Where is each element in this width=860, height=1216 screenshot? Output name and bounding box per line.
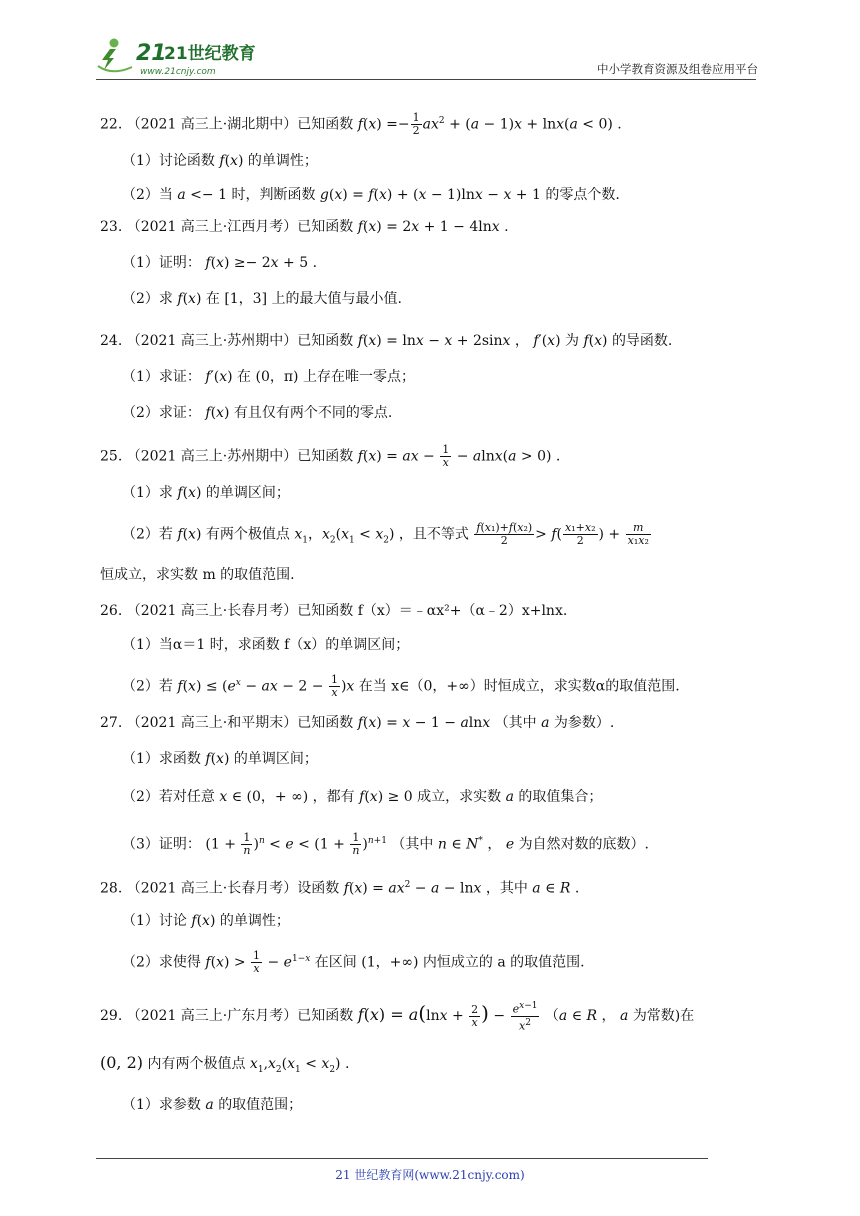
runner-icon xyxy=(98,39,132,72)
problem-24-part-1: （1）求证： f′(x) 在 (0，π) 上存在唯一零点； xyxy=(122,369,415,385)
problem-22-part-1: （1）讨论函数 f(x) 的单调性； xyxy=(122,153,318,169)
problem-27-part-2: （2）若对任意 x ∈ (0，+ ∞) ，都有 f(x) ≥ 0 成立，求实数 a 的取值集合； xyxy=(122,789,603,805)
problem-28-stem: 28. （2021 高三上·长春月考）设函数 $f(x) = ax^2 - a - \ln x$ ，其中 a ∈ R . xyxy=(100,880,580,897)
problem-26-stem: 26. （2021 高三上·长春月考）已知函数 f（x）＝﹣αx²+（α﹣2）x+lnx. xyxy=(100,603,568,619)
problem-23-part-2: （2）求 f(x) 在 [1，3] 上的最大值与最小值. xyxy=(122,291,402,307)
problem-22-part-2: （2）当 a <− 1 时，判断函数 g(x) = f(x) + (x − 1)lnx − x + 1 的零点个数. xyxy=(122,187,620,203)
problem-25-part-2-cont: 恒成立，求实数 m 的取值范围. xyxy=(100,567,295,583)
problem-25-part-2: （2）若 f(x) 有两个极值点 $x_1$，$x_2(x_1 < x_2)$ ，且不等式 $\frac{\text{f(x₁)+f(x₂)}}{2}$ > f( $\frac{\text{x₁+x₂}}{2}$ ) + $\frac{m}{\text{x₁x₂}}$ xyxy=(122,521,649,547)
footer-rule xyxy=(96,1158,708,1159)
svg-text:21世纪教育: 21世纪教育 xyxy=(164,44,256,64)
problem-29-stem: 29. （2021 高三上·广东月考）已知函数 f(x) = a(lnx + $\frac{2}{x}$ ) − $\frac{e^{x-1}}{x^2}$ （a ∈ R ， a 为常数)在 xyxy=(100,1001,695,1033)
problem-28-part-1: （1）讨论 f(x) 的单调性； xyxy=(122,913,290,929)
problem-23-stem: 23. （2021 高三上·江西月考）已知函数 f(x) = 2x + 1 − 4lnx . xyxy=(100,219,509,235)
header-rule xyxy=(96,79,756,80)
footer-site-link[interactable]: 21 世纪教育网(www.21cnjy.com) xyxy=(335,1168,525,1182)
problem-24-part-2: （2）求证： f(x) 有且仅有两个不同的零点. xyxy=(122,405,393,421)
svg-text:www.21cnjy.com: www.21cnjy.com xyxy=(140,67,216,77)
problem-27-part-1: （1）求函数 f(x) 的单调区间； xyxy=(122,751,318,767)
problem-26-part-1: （1）当α＝1 时，求函数 f（x）的单调区间； xyxy=(122,637,410,653)
problem-28-part-2: （2）求使得 f(x) > $\frac{1}{x}$ − $e^{1-x}$ 在区间 (1，+∞) 内恒成立的 a 的取值范围. xyxy=(122,949,585,976)
problem-22-stem: 22. （2021 高三上·湖北期中）已知函数 f(x) =− $\frac{1}{2}$ $ax^2 + (a - 1)x + \ln x(a < 0)$ . xyxy=(100,111,622,138)
problem-29-stem-cont: (0, 2) 内有两个极值点 $x_1,x_2(x_1 < x_2)$ . xyxy=(100,1053,350,1075)
problem-27-stem: 27. （2021 高三上·和平期末）已知函数 f(x) = x − 1 − alnx （其中 a 为参数）. xyxy=(100,715,615,731)
problem-29-part-1: （1）求参数 a 的取值范围； xyxy=(122,1097,303,1113)
svg-text:21: 21 xyxy=(136,41,167,66)
site-logo xyxy=(92,36,262,78)
problem-23-part-1: （1）证明： f(x) ≥− 2x + 5 . xyxy=(122,255,318,271)
problem-25-part-1: （1）求 f(x) 的单调区间； xyxy=(122,485,290,501)
problem-24-stem: 24. （2021 高三上·苏州期中）已知函数 f(x) = lnx − x + 2sinx ， f′(x) 为 f(x) 的导函数. xyxy=(100,333,673,349)
problem-27-part-3: （3）证明： (1 + $\frac{1}{n}$ )$^n$ < e < (1 + $\frac{1}{n}$ )$^{n+1}$ （其中 n ∈ N* ， e 为自然对数的底数）. xyxy=(122,831,650,858)
problem-26-part-2: （2）若 $f(x) \le (e^x$ − ax − 2 − $\frac{1}{x}$ )x 在当 x∈（0，+∞）时恒成立，求实数α的取值范围. xyxy=(122,673,680,700)
problem-25-stem: 25. （2021 高三上·苏州期中）已知函数 f(x) = ax − $\frac{1}{x}$ − alnx(a > 0) . xyxy=(100,443,561,469)
header-platform-title: 中小学教育资源及组卷应用平台 xyxy=(597,62,758,76)
